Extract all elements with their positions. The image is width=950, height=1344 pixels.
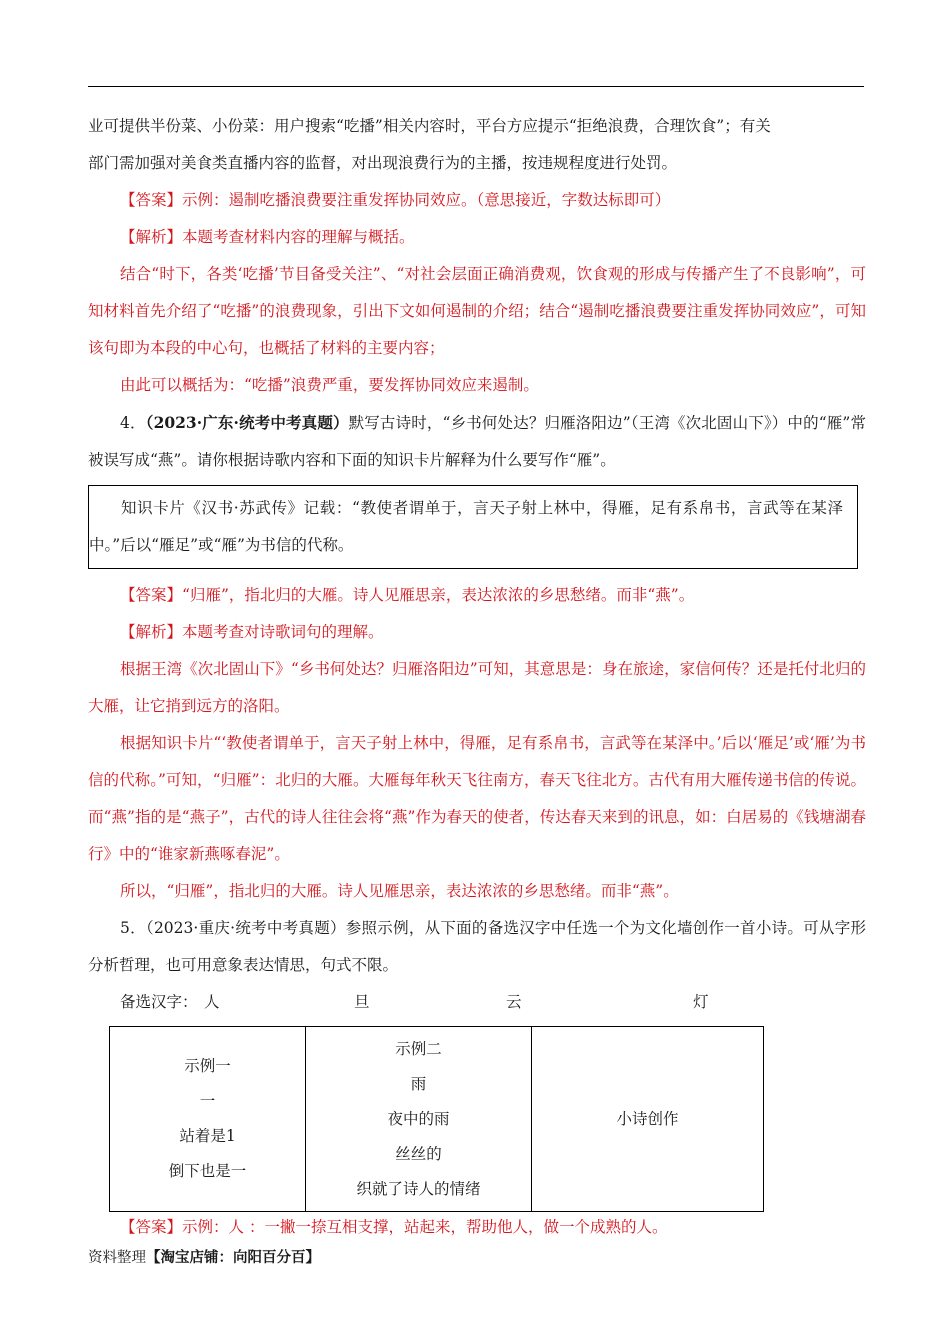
example-two-cell [306,1027,532,1212]
q4-stem [88,404,866,479]
candidate-characters [88,984,866,1020]
example-line: 站着是1 [179,1127,236,1145]
poem-table [109,1026,764,1212]
q3-answer [88,182,866,219]
answer-text: 示例：遏制吃播浪费要注重发挥协同效应。（意思接近，字数达标即可） [182,191,671,209]
q4-analysis-paragraph-3: 所以，“归雁”，指北归的大雁。诗人见雁思亲，表达浓浓的乡思愁绪。而非“燕”。 [120,882,679,900]
answer-tag: 【答案】 [120,191,183,209]
continued-text-line-2: 部门需加强对美食类直播内容的监督，对出现浪费行为的主播，按违规程度进行处罚。 [88,154,678,172]
analysis-text: 本题考查材料内容的理解与概括。 [182,228,415,246]
example-line: 示例一 [184,1057,231,1075]
header-rule [88,86,864,87]
poem-creation-cell[interactable] [532,1027,764,1212]
answer-text: “归雁”，指北归的大雁。诗人见雁思亲，表达浓浓的乡思愁绪。而非“燕”。 [182,586,695,604]
answer-tag: 【答案】 [120,586,183,604]
analysis-tag: 【解析】 [120,623,183,641]
question-source: （2023·广东·统考中考真题） [145,413,349,432]
example-line: 一 [199,1092,216,1110]
answer-text: 示例：人 ：一撇一捺互相支撑，站起来，帮助他人，做一个成熟的人。 [182,1218,668,1236]
example-line: 雨 [410,1074,427,1093]
q4-analysis [88,614,866,651]
continued-text-line-1: 业可提供半份菜、小份菜：用户搜索“吃播”相关内容时，平台方应提示“拒绝浪费，合理饮食”；有关 [88,117,771,135]
candidate-char: 云 [506,993,522,1011]
knowledge-card-text: 知识卡片《汉书·苏武传》记载：“教使者谓单于，言天子射上林中，得雁，足有系帛书，言武等在某泽中。”后以“雁足”或“雁”为书信的代称。 [89,499,843,554]
creation-label: 小诗创作 [616,1109,679,1128]
q4-answer [88,577,866,614]
knowledge-card [88,485,858,569]
candidate-char: 旦 [354,993,370,1011]
question-text: 参照示例，从下面的备选汉字中任选一个为文化墙创作一首小诗。可从字形分析哲理，也可用意象表达情思，句式不限。 [88,919,866,974]
candidate-char: 灯 [693,993,709,1011]
footer-shop: 【淘宝店铺：向阳百分百】 [146,1249,320,1266]
analysis-text: 本题考查对诗歌词句的理解。 [182,623,384,641]
page-footer [88,1246,320,1267]
candidates-label: 备选汉字： [120,993,198,1011]
q3-analysis [88,219,866,256]
question-number: 4． [120,414,146,432]
footer-prefix: 资料整理 [88,1250,146,1266]
example-line: 夜中的雨 [387,1109,450,1128]
q3-analysis-paragraph-1: 结合“时下，各类‘吃播’节目备受关注”、“对社会层面正确消费观，饮食观的形成与传播产生了不良影响”，可知材料首先介绍了“吃播”的浪费现象，引出下文如何遏制的介绍；结合“遏制吃播浪费要注重发挥协同效应”，可知该句即为本段的中心句，也概括了材料的主要内容； [88,265,866,357]
example-line: 织就了诗人的情绪 [356,1179,481,1198]
q4-analysis-paragraph-2: 根据知识卡片“‘教使者谓单于，言天子射上林中，得雁，足有系帛书，言武等在某泽中。’后以‘雁足’或‘雁’为书信的代称。”可知，“归雁”：北归的大雁。大雁每年秋天飞往南方，春天飞往北方。古代有用大雁传递书信的传说。而“燕”指的是“燕子”，古代的诗人往往会将“燕”作为春天的使者，传达春天来到的讯息，如：白居易的《钱塘湖春行》中的“谁家新燕啄春泥”。 [88,734,866,863]
question-source: （2023·重庆·统考中考真题） [145,919,346,937]
document-body [88,108,866,1242]
question-number: 5． [120,919,146,937]
candidate-char: 人 [204,993,220,1011]
q3-analysis-paragraph-2: 由此可以概括为：“吃播”浪费严重，要发挥协同效应来遏制。 [120,376,539,394]
example-line: 丝丝的 [395,1144,442,1163]
example-one-cell [110,1027,306,1212]
question-text: 默写古诗时，“乡书何处达？归雁洛阳边”（王湾《次北固山下》）中的“雁”常被误写成“燕”。请你根据诗歌内容和下面的知识卡片解释为什么要写作“雁”。 [88,414,867,469]
example-line: 倒下也是一 [168,1162,247,1180]
q5-answer [88,1212,866,1242]
q5-stem [88,910,866,984]
answer-tag: 【答案】 [120,1218,183,1236]
q4-analysis-paragraph-1: 根据王湾《次北固山下》“乡书何处达？归雁洛阳边”可知，其意思是：身在旅途，家信何传？还是托付北归的大雁，让它捎到远方的洛阳。 [88,660,866,715]
analysis-tag: 【解析】 [120,228,183,246]
example-line: 示例二 [395,1039,442,1058]
